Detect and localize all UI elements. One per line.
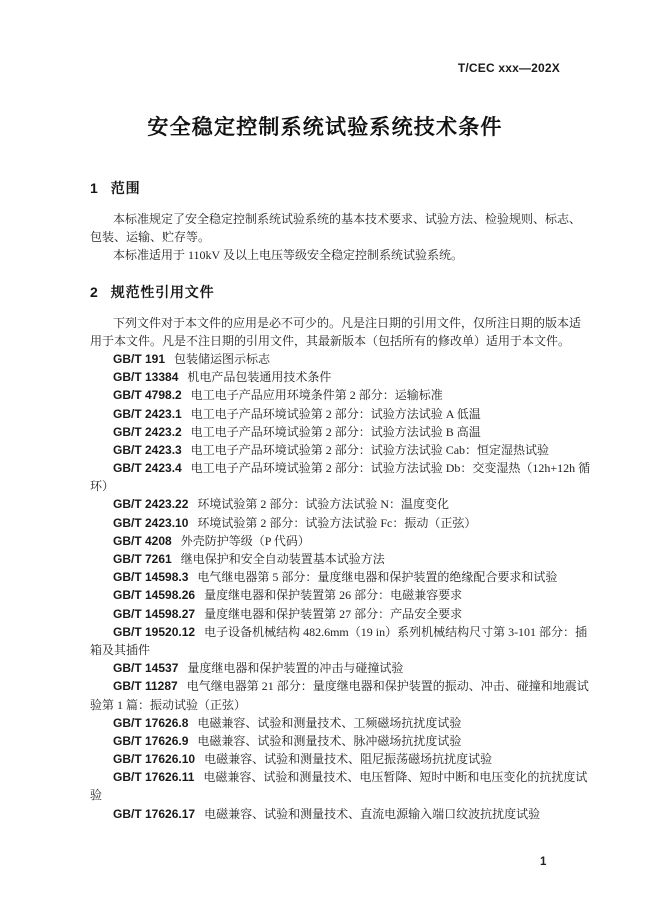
line-text: 下列文件对于本文件的应用是必不可少的。凡是注日期的引用文件，仅所注日期的版本适 [113, 315, 582, 330]
reference-line [90, 441, 560, 459]
reference-code: GB/T 17626.11 [113, 770, 195, 785]
line-text: 量度继电器和保护装置的冲击与碰撞试验 [187, 661, 404, 676]
reference-line [90, 750, 560, 768]
standard-code-header: T/CEC xxx—202X [457, 61, 560, 75]
section-heading-normative-references [90, 283, 560, 301]
reference-code: GB/T 14598.3 [113, 570, 189, 585]
text-line [90, 314, 582, 332]
line-text: 量度继电器和保护装置第 26 部分：电磁兼容要求 [204, 588, 463, 603]
text-line [90, 332, 571, 350]
reference-line [90, 714, 560, 732]
line-text: 电磁兼容、试验和测量技术、工频磁场抗扰度试验 [197, 715, 462, 730]
line-text: 量度继电器和保护装置第 27 部分：产品安全要求 [204, 606, 463, 621]
reference-line [90, 586, 560, 604]
reference-line [90, 386, 560, 404]
reference-line [90, 659, 560, 677]
line-text: 箱及其插件 [90, 642, 151, 657]
line-text: 电磁兼容、试验和测量技术、直流电源输入端口纹波抗扰度试验 [204, 806, 541, 821]
reference-code: GB/T 2423.22 [113, 497, 189, 512]
section-number: 2 [90, 283, 98, 300]
section-heading-text: 范围 [110, 180, 141, 196]
reference-code: GB/T 7261 [113, 552, 172, 566]
line-text: 电子设备机械结构 482.6mm（19 in）系列机械结构尺寸第 3-101 部分：插 [204, 624, 588, 639]
reference-line [90, 677, 589, 695]
line-text: 本标准规定了安全稳定控制系统试验系统的基本技术要求、试验方法、检验规则、标志、 [113, 212, 582, 226]
reference-line [90, 495, 560, 513]
reference-line [90, 459, 591, 477]
reference-line [90, 405, 560, 423]
line-text: 外壳防护等级（P 代码） [180, 533, 310, 548]
normative-references-intro [90, 314, 582, 350]
document-title: 安全稳定控制系统试验系统技术条件 [147, 116, 503, 139]
reference-code: GB/T 19520.12 [113, 624, 196, 639]
reference-code: GB/T 14537 [113, 661, 179, 676]
section-number: 1 [90, 180, 98, 196]
reference-code: GB/T 17626.10 [113, 752, 196, 767]
reference-line [90, 423, 560, 441]
reference-code: GB/T 2423.10 [113, 515, 189, 530]
page-number: 1 [540, 856, 547, 868]
line-text: 验 [90, 788, 103, 803]
reference-line [90, 550, 560, 568]
reference-line [90, 605, 560, 623]
text-line [90, 786, 560, 804]
reference-code: GB/T 2423.3 [113, 442, 182, 457]
line-text: 电气继电器第 21 部分：量度继电器和保护装置的振动、冲击、碰撞和地震试 [186, 679, 589, 694]
reference-code: GB/T 14598.26 [113, 588, 196, 603]
line-text: 本标准适用于 110kV 及以上电压等级安全稳定控制系统试验系统。 [113, 248, 464, 263]
scope-paragraphs [90, 210, 582, 265]
reference-line [90, 732, 560, 750]
line-text: 环境试验第 2 部分：试验方法试验 N：温度变化 [197, 497, 450, 512]
reference-line [90, 514, 560, 532]
line-text: 电工电子产品环境试验第 2 部分：试验方法试验 Cab：恒定湿热试验 [190, 442, 550, 457]
line-text: 环） [90, 479, 115, 494]
line-text: 电工电子产品环境试验第 2 部分：试验方法试验 B 高温 [190, 424, 481, 439]
line-text: 电气继电器第 5 部分：量度继电器和保护装置的绝缘配合要求和试验 [197, 570, 558, 585]
reference-line [90, 805, 560, 823]
line-text: 环境试验第 2 部分：试验方法试验 Fc：振动（正弦） [197, 515, 477, 530]
reference-code: GB/T 4798.2 [113, 388, 182, 403]
reference-code: GB/T 2423.4 [113, 461, 182, 476]
text-line [90, 210, 582, 228]
text-line [90, 228, 560, 246]
text-line [90, 246, 560, 264]
line-text: 验第 1 篇：振动试验（正弦） [90, 697, 247, 712]
reference-list [90, 350, 591, 823]
reference-line [90, 368, 560, 386]
reference-code: GB/T 17626.9 [113, 733, 189, 748]
line-text: 机电产品包装通用技术条件 [187, 370, 332, 385]
reference-code: GB/T 13384 [113, 370, 179, 385]
reference-code: GB/T 2423.2 [113, 424, 182, 439]
reference-line [90, 568, 560, 586]
section-heading-text: 规范性引用文件 [110, 283, 215, 300]
line-text: 电磁兼容、试验和测量技术、电压暂降、短时中断和电压变化的抗扰度试 [203, 770, 588, 785]
line-text: 电磁兼容、试验和测量技术、脉冲磁场抗扰度试验 [197, 733, 462, 748]
text-line [90, 641, 560, 659]
reference-line [90, 350, 560, 368]
reference-line [90, 532, 560, 550]
reference-code: GB/T 191 [113, 351, 166, 366]
text-line [90, 696, 560, 714]
line-text: 用于本文件。凡是不注日期的引用文件，其最新版本（包括所有的修改单）适用于本文件。 [90, 333, 571, 348]
line-text: 包装储运图示标志 [174, 351, 271, 366]
text-line [90, 477, 560, 495]
line-text: 电工电子产品环境试验第 2 部分：试验方法试验 A 低温 [190, 406, 481, 421]
reference-line [90, 768, 588, 786]
reference-code: GB/T 17626.17 [113, 806, 196, 821]
reference-line [90, 623, 588, 641]
reference-code: GB/T 11287 [113, 679, 178, 694]
line-text: 继电保护和安全自动装置基本试验方法 [180, 552, 385, 566]
reference-code: GB/T 2423.1 [113, 406, 182, 421]
reference-code: GB/T 17626.8 [113, 715, 189, 730]
line-text: 包装、运输、贮存等。 [90, 230, 211, 245]
line-text: 电磁兼容、试验和测量技术、阻尼振荡磁场抗扰度试验 [204, 752, 493, 767]
line-text: 电工电子产品环境试验第 2 部分：试验方法试验 Db：交变湿热（12h+12h 循 [190, 461, 591, 476]
section-heading-scope [90, 179, 560, 197]
line-text: 电工电子产品应用环境条件第 2 部分：运输标准 [190, 388, 443, 403]
reference-code: GB/T 14598.27 [113, 606, 196, 621]
reference-code: GB/T 4208 [113, 533, 172, 548]
